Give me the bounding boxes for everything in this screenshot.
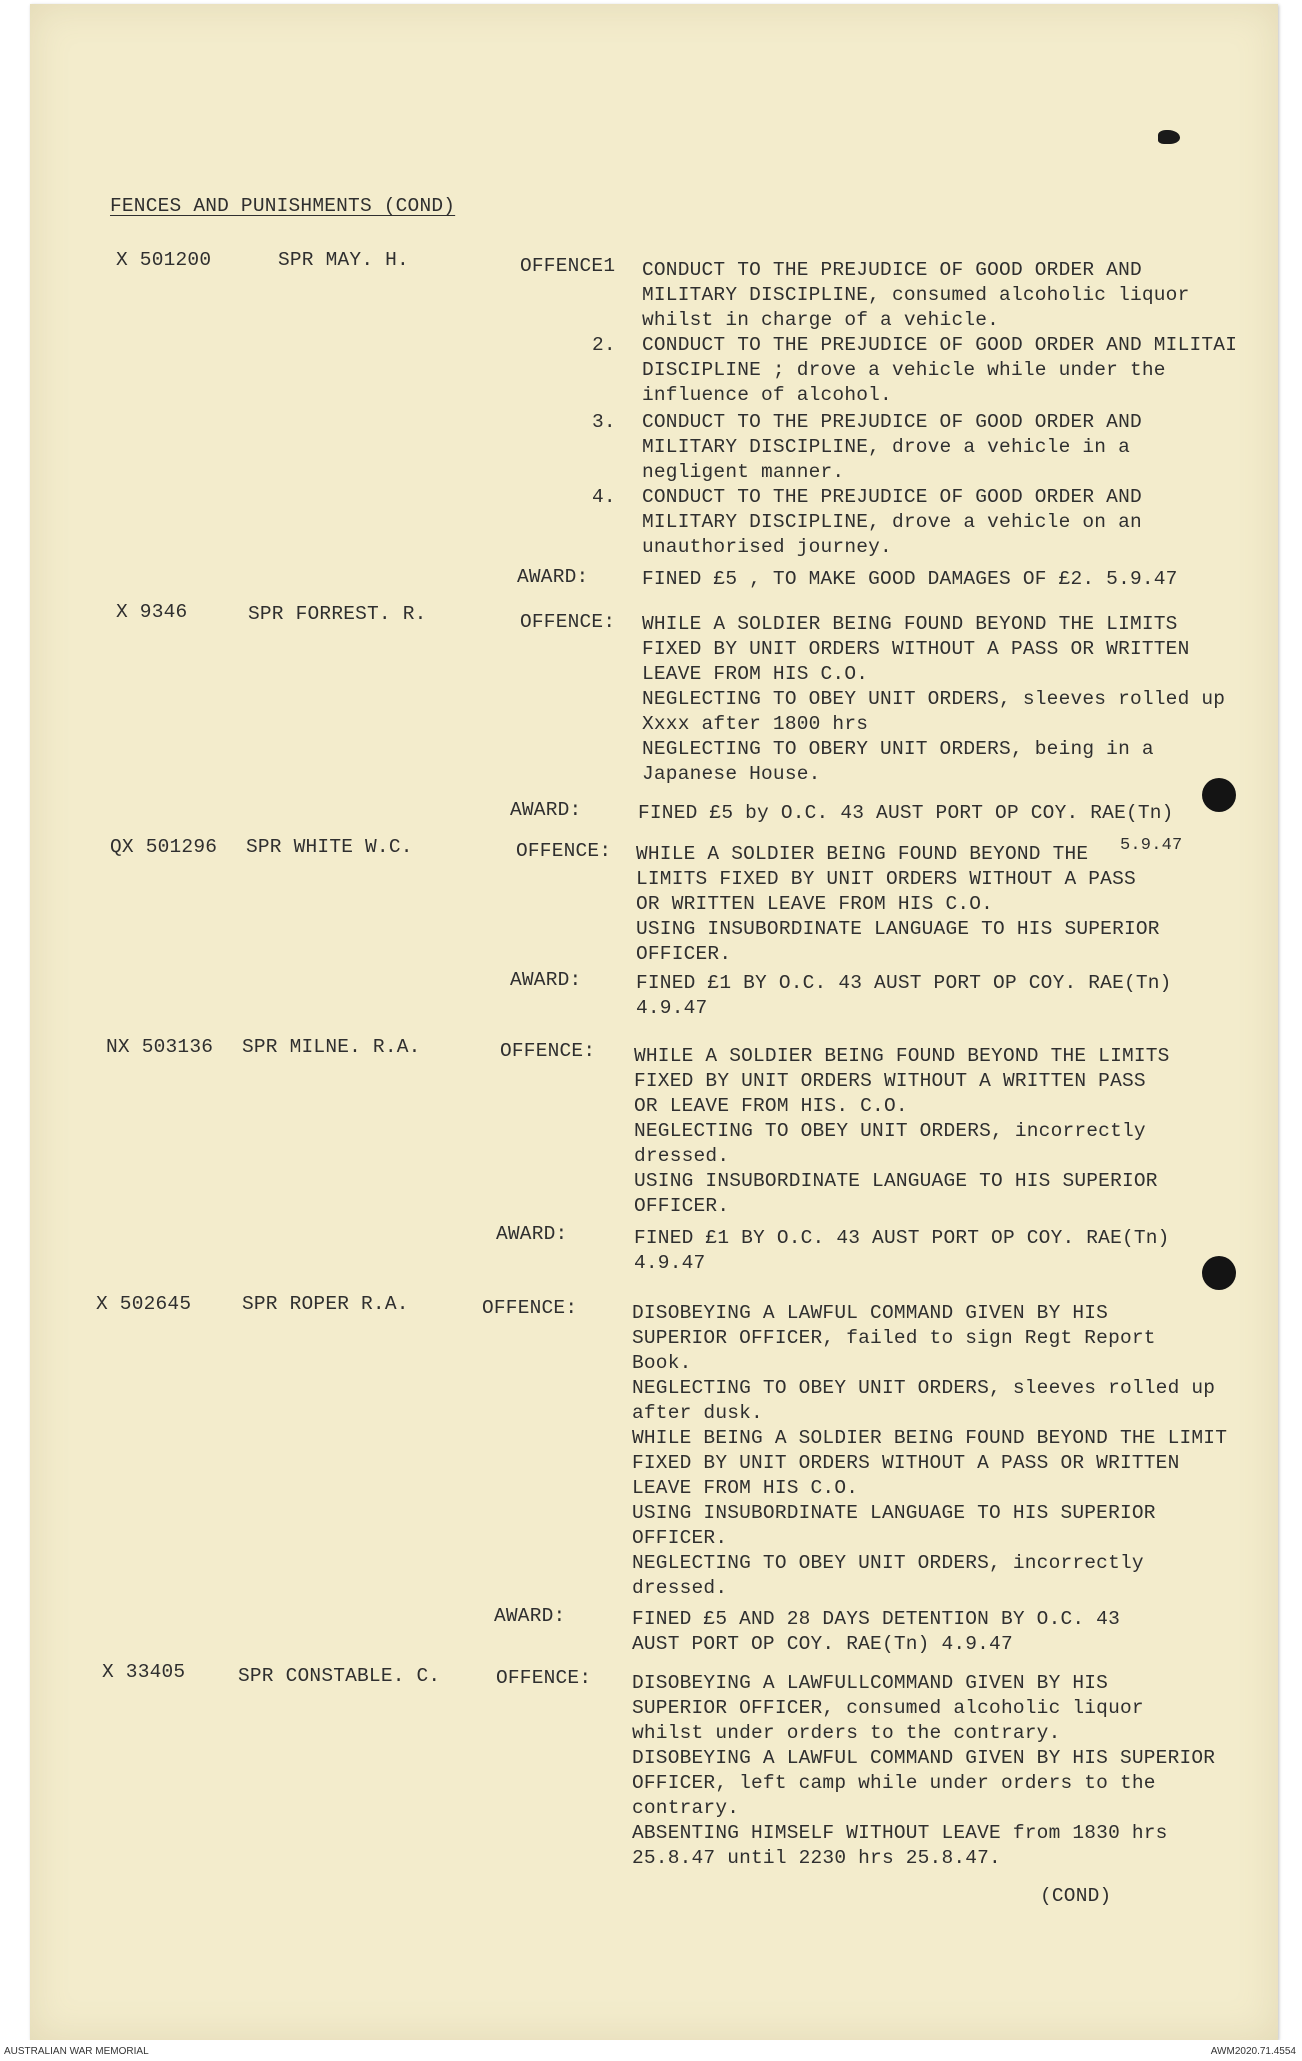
offence-label: OFFENCE: [520,611,616,633]
award-label: AWARD: [494,1605,566,1627]
offence-line: Japanese House. [642,763,821,785]
offence-line: NEGLECTING TO OBEY UNIT ORDERS, incorrectly [632,1552,1144,1574]
offence-label: OFFENCE: [482,1297,578,1319]
award-line: FINED £5 AND 28 DAYS DETENTION BY O.C. 43 [632,1608,1120,1630]
offence-line: DISOBEYING A LAWFUL COMMAND GIVEN BY HIS [632,1302,1109,1324]
offence-line: USING INSUBORDINATE LANGUAGE TO HIS SUPERIOR [632,1502,1156,1524]
offence-line: dressed. [634,1145,730,1167]
offence-line: MILITARY DISCIPLINE, consumed alcoholic liquor [642,284,1190,306]
offence-line: Xxxx after 1800 hrs [642,713,869,735]
soldier-name: SPR CONSTABLE. C. [238,1665,441,1687]
offence-line: unauthorised journey. [642,536,892,558]
offence-line: after dusk. [632,1402,763,1424]
document-page [30,4,1278,2040]
offence-line: negligent manner. [642,461,845,483]
offence-line: USING INSUBORDINATE LANGUAGE TO HIS SUPERIOR [634,1170,1158,1192]
award-line: FINED £1 BY O.C. 43 AUST PORT OP COY. RAE(Tn) [634,1227,1170,1249]
service-number: NX 503136 [106,1036,214,1058]
punch-hole [1202,778,1236,812]
offence-line: SUPERIOR OFFICER, consumed alcoholic liquor [632,1697,1144,1719]
date-note: 5.9.47 [1120,836,1183,855]
offence-line: Book. [632,1352,692,1374]
offence-label: OFFENCE1 [520,255,616,277]
service-number: QX 501296 [110,836,218,858]
offence-line: OFFICER, left camp while under orders to the [632,1772,1156,1794]
offence-line: NEGLECTING TO OBEY UNIT ORDERS, sleeves rolled up [642,688,1226,710]
offence-line: DISCIPLINE ; drove a vehicle while under the [642,359,1166,381]
offence-line: MILITARY DISCIPLINE, drove a vehicle in a [642,436,1130,458]
award-line: FINED £5 by O.C. 43 AUST PORT OP COY. RAE(Tn) [638,802,1174,824]
ink-blot [1158,130,1180,144]
footer-accession: AWM2020.71.4554 [1210,2046,1296,2057]
offence-line: LEAVE FROM HIS C.O. [642,663,869,685]
offence-line: WHILE A SOLDIER BEING FOUND BEYOND THE [636,843,1089,865]
offence-number: 3. [592,411,616,433]
offence-line: ABSENTING HIMSELF WITHOUT LEAVE from 1830 hrs [632,1822,1168,1844]
offence-number: 2. [592,334,616,356]
soldier-name: SPR MAY. H. [278,249,409,271]
service-number: X 501200 [116,249,212,271]
offence-line: influence of alcohol. [642,384,892,406]
offence-line: dressed. [632,1577,728,1599]
archive-footer [0,2040,1302,2061]
offence-line: LIMITS FIXED BY UNIT ORDERS WITHOUT A PASS [636,868,1136,890]
offence-line: WHILE BEING A SOLDIER BEING FOUND BEYOND THE LIMIT [632,1427,1228,1449]
award-label: AWARD: [510,969,582,991]
punch-hole [1202,1256,1236,1290]
offence-line: whilst under orders to the contrary. [632,1722,1061,1744]
service-number: X 33405 [102,1661,186,1683]
offence-line: CONDUCT TO THE PREJUDICE OF GOOD ORDER AND [642,411,1142,433]
offence-label: OFFENCE: [500,1040,596,1062]
award-line: FINED £1 BY O.C. 43 AUST PORT OP COY. RAE(Tn) [636,972,1172,994]
offence-line: CONDUCT TO THE PREJUDICE OF GOOD ORDER AND [642,486,1142,508]
offence-line: CONDUCT TO THE PREJUDICE OF GOOD ORDER AND MILITAI [642,334,1238,356]
offence-number: 4. [592,486,616,508]
offence-line: FIXED BY UNIT ORDERS WITHOUT A WRITTEN PASS [634,1070,1146,1092]
offence-line: LEAVE FROM HIS C.O. [632,1477,859,1499]
soldier-name: SPR ROPER R.A. [242,1293,409,1315]
service-number: X 9346 [116,601,188,623]
offence-label: OFFENCE: [516,840,612,862]
offence-line: OFFICER. [636,943,732,965]
offence-line: SUPERIOR OFFICER, failed to sign Regt Report [632,1327,1156,1349]
offence-line: DISOBEYING A LAWFULLCOMMAND GIVEN BY HIS [632,1672,1109,1694]
offence-line: USING INSUBORDINATE LANGUAGE TO HIS SUPERIOR [636,918,1160,940]
offence-line: NEGLECTING TO OBEY UNIT ORDERS, sleeves rolled up [632,1377,1216,1399]
page-title: FENCES AND PUNISHMENTS (COND) [110,195,456,217]
offence-line: whilst in charge of a vehicle. [642,309,1000,331]
offence-line: NEGLECTING TO OBERY UNIT ORDERS, being in a [642,738,1154,760]
continued-marker: (COND) [1040,1885,1112,1907]
offence-line: CONDUCT TO THE PREJUDICE OF GOOD ORDER AND [642,259,1142,281]
soldier-name: SPR WHITE W.C. [246,836,413,858]
offence-line: FIXED BY UNIT ORDERS WITHOUT A PASS OR WRITTEN [642,638,1190,660]
service-number: X 502645 [96,1293,192,1315]
award-line: AUST PORT OP COY. RAE(Tn) 4.9.47 [632,1633,1013,1655]
footer-source: AUSTRALIAN WAR MEMORIAL [4,2046,149,2057]
offence-label: OFFENCE: [496,1667,592,1689]
offence-line: DISOBEYING A LAWFUL COMMAND GIVEN BY HIS SUPERIOR [632,1747,1216,1769]
offence-line: OFFICER. [634,1195,730,1217]
offence-line: contrary. [632,1797,740,1819]
offence-line: OFFICER. [632,1527,728,1549]
award-label: AWARD: [496,1223,568,1245]
offence-line: OR WRITTEN LEAVE FROM HIS C.O. [636,893,994,915]
award-line: FINED £5 , TO MAKE GOOD DAMAGES OF £2. 5.9.47 [642,568,1178,590]
offence-line: OR LEAVE FROM HIS. C.O. [634,1095,908,1117]
offence-line: WHILE A SOLDIER BEING FOUND BEYOND THE LIMITS [642,613,1178,635]
soldier-name: SPR FORREST. R. [248,603,427,625]
award-line: 4.9.47 [636,997,708,1019]
offence-line: 25.8.47 until 2230 hrs 25.8.47. [632,1847,1001,1869]
soldier-name: SPR MILNE. R.A. [242,1036,421,1058]
offence-line: FIXED BY UNIT ORDERS WITHOUT A PASS OR WRITTEN [632,1452,1180,1474]
offence-line: MILITARY DISCIPLINE, drove a vehicle on an [642,511,1142,533]
offence-line: WHILE A SOLDIER BEING FOUND BEYOND THE LIMITS [634,1045,1170,1067]
award-line: 4.9.47 [634,1252,706,1274]
award-label: AWARD: [517,566,589,588]
award-label: AWARD: [510,799,582,821]
offence-line: NEGLECTING TO OBEY UNIT ORDERS, incorrectly [634,1120,1146,1142]
